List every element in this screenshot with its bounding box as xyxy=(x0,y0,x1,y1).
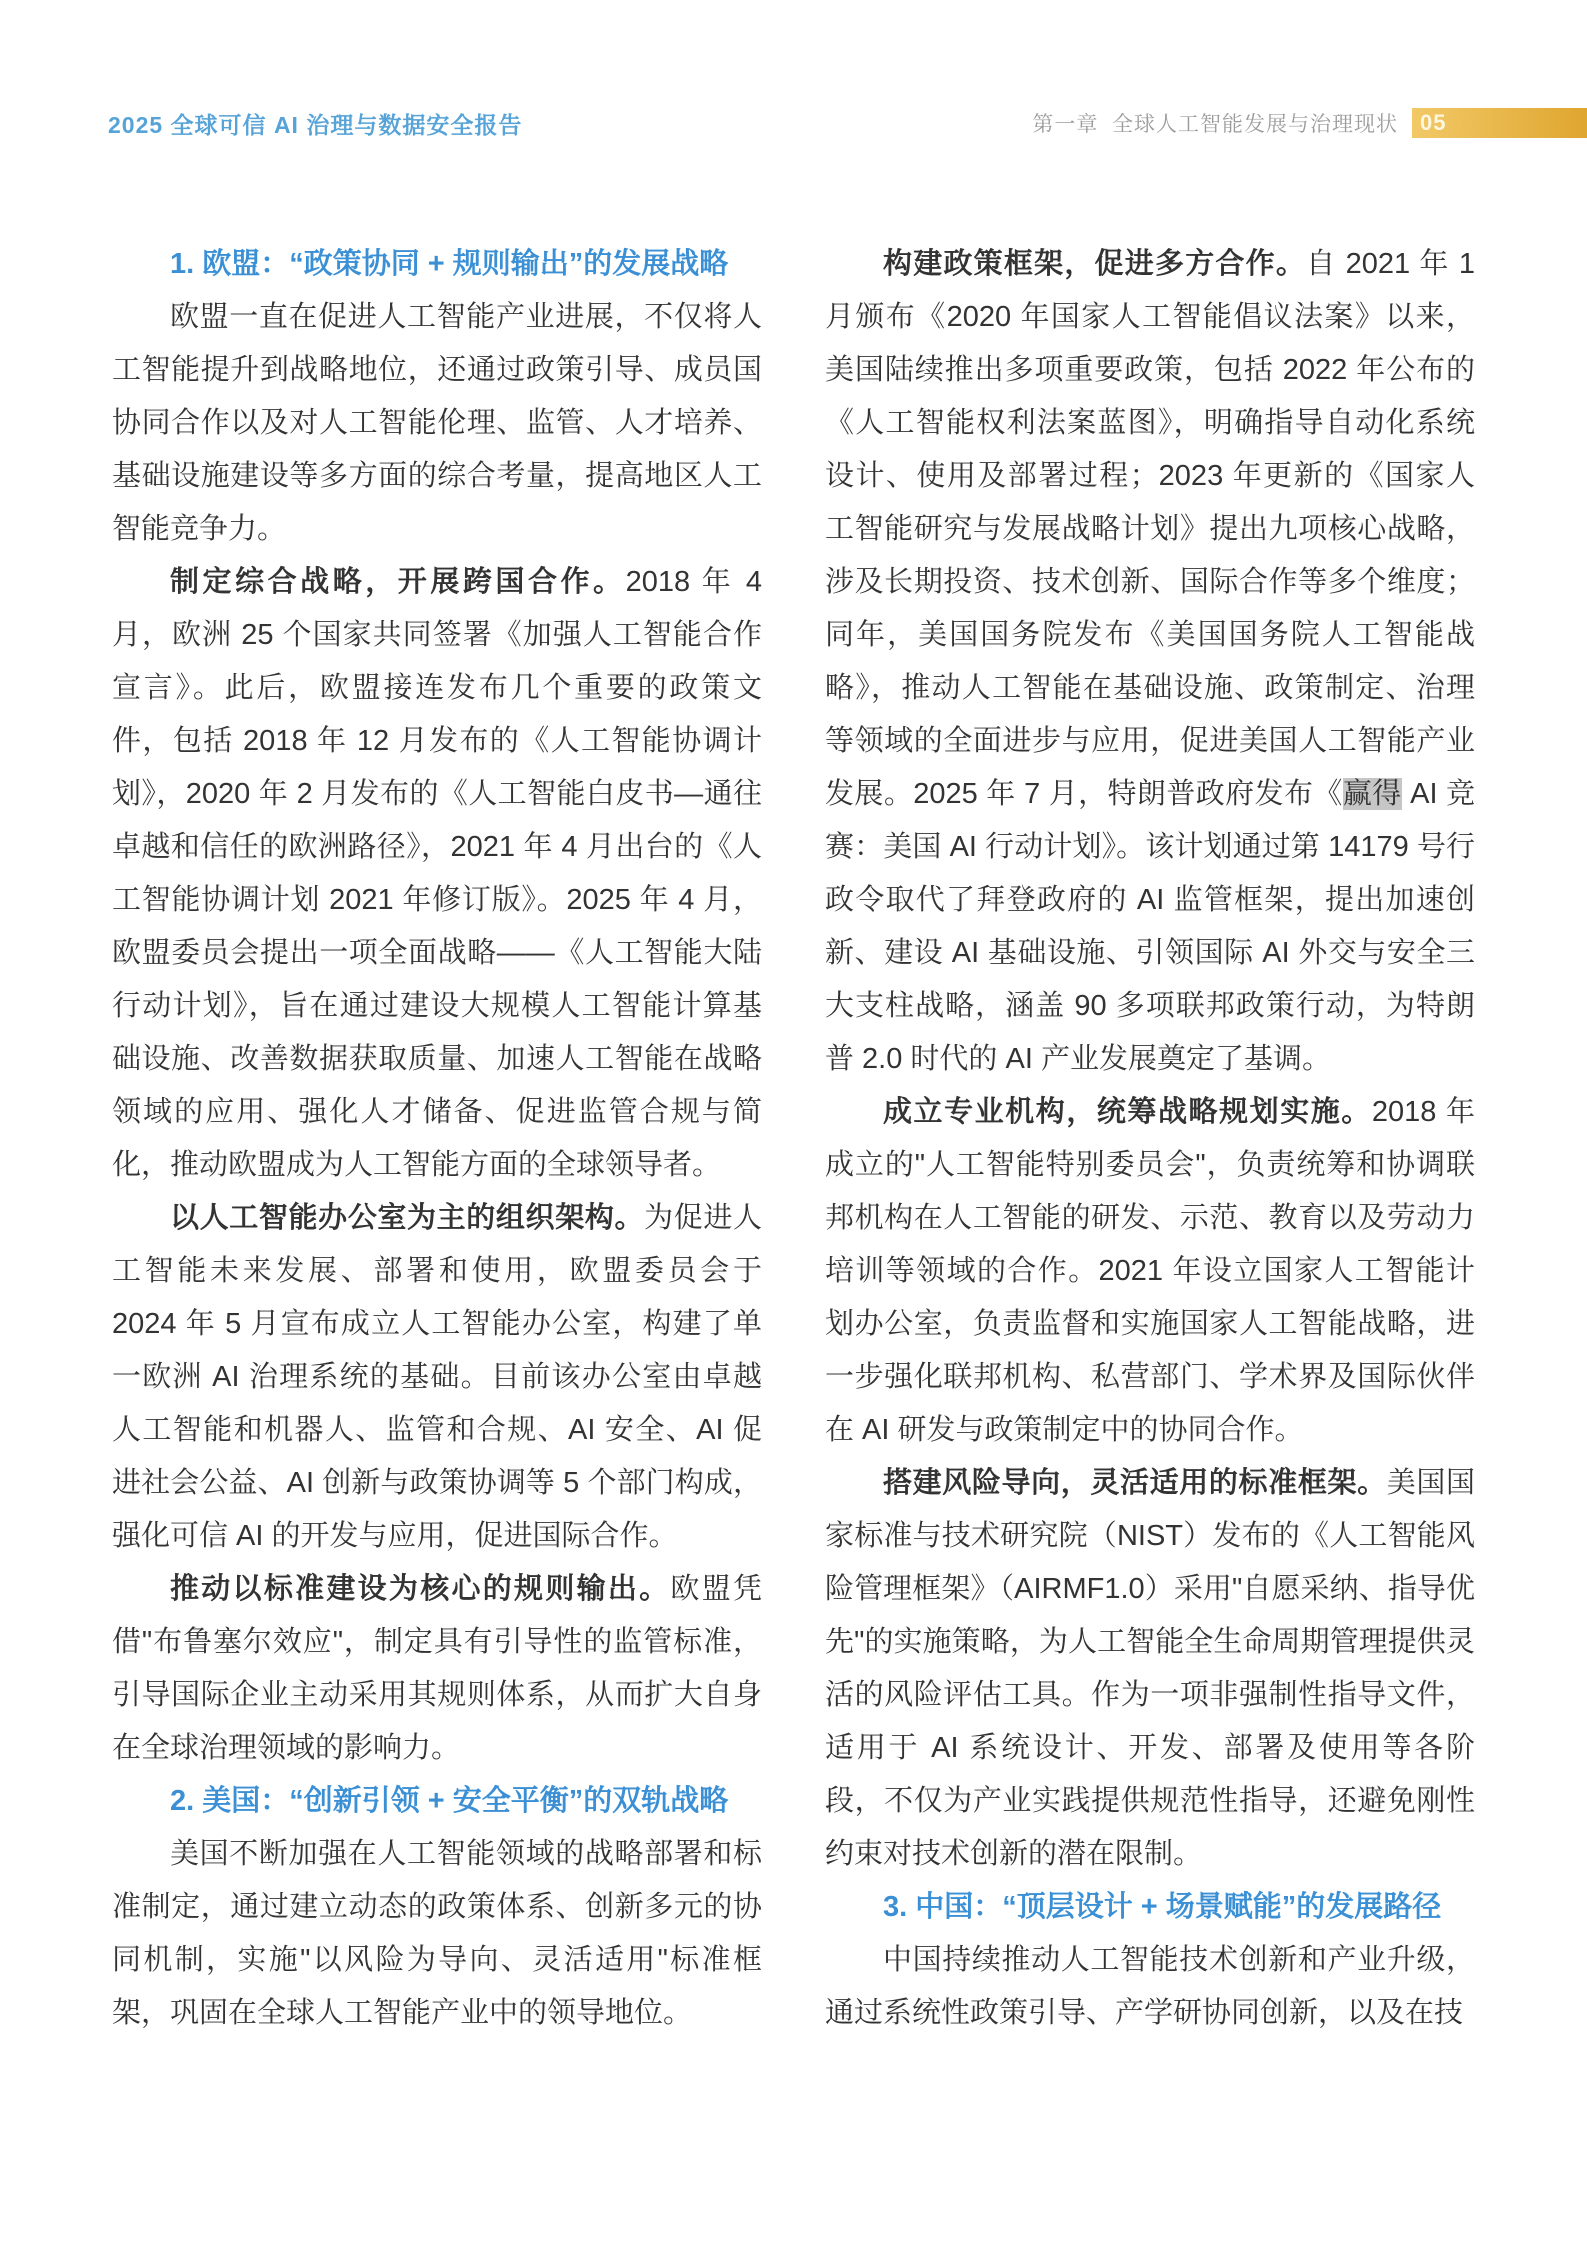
paragraph xyxy=(825,238,1475,1086)
paragraph-text: 欧盟一直在促进人工智能产业进展，不仅将人工智能提升到战略地位，还通过政策引导、成员国协同合作以及对人工智能伦理、监管、人才培养、基础设施建设等多方面的综合考量，提高地区人工智能竞争力。 xyxy=(112,301,762,545)
section-heading-china: 3. 中国：“顶层设计 + 场景赋能”的发展路径 xyxy=(883,1891,1442,1923)
paragraph-text: 欧盟凭借"布鲁塞尔效应"，制定具有引导性的监管标准，引导国际企业主动采用其规则体系，从而扩大自身在全球治理领域的影响力。 xyxy=(112,1573,762,1764)
header-right xyxy=(1032,108,1587,138)
section-heading-us: 2. 美国：“创新引领 + 安全平衡”的双轨战略 xyxy=(170,1785,729,1817)
paragraph xyxy=(112,291,762,556)
paragraph-lead: 以人工智能办公室为主的组织架构。 xyxy=(170,1202,645,1234)
paragraph xyxy=(825,1086,1475,1457)
page-header xyxy=(108,106,1587,140)
page-number-badge xyxy=(1412,108,1587,138)
right-column xyxy=(825,238,1475,2040)
paragraph-lead: 搭建风险导向，灵活适用的标准框架。 xyxy=(883,1467,1387,1499)
chapter-title: 第一章 全球人工智能发展与治理现状 xyxy=(1032,113,1398,136)
paragraph-lead: 推动以标准建设为核心的规则输出。 xyxy=(170,1573,671,1605)
paragraph-text: 自 2021 年 1 月颁布《2020 年国家人工智能倡议法案》以来，美国陆续推出多项重要政策，包括 2022 年公布的《人工智能权利法案蓝图》，明确指导自动化系统设计、使用及部署过程；2023 年更新的《国家人工智能研究与发展战略计划》提出九项核心战略，涉及长期投资、技术创新、国际合作等多个维度；同年，美国国务院发布《美国国务院人工智能战略》，推动人工智能在基础设施、政策制定、治理等领域的全面进步与应用，促进美国人工智能产业发展。2025 年 7 月，特朗普政府发布《 xyxy=(825,248,1475,810)
paragraph xyxy=(112,1828,762,2040)
paragraph-lead: 构建政策框架，促进多方合作。 xyxy=(883,248,1307,280)
page-content xyxy=(112,238,1475,2040)
paragraph-text: 美国国家标准与技术研究院（NIST）发布的《人工智能风险管理框架》（AIRMF1.0）采用"自愿采纳、指导优先"的实施策略，为人工智能全生命周期管理提供灵活的风险评估工具。作为一项非强制性指导文件，适用于 AI 系统设计、开发、部署及使用等各阶段，不仅为产业实践提供规范性指导，还避免刚性约束对技术创新的潜在限制。 xyxy=(825,1467,1475,1870)
paragraph xyxy=(825,1934,1475,2040)
left-column xyxy=(112,238,762,2040)
paragraph-text: 美国不断加强在人工智能领域的战略部署和标准制定，通过建立动态的政策体系、创新多元的协同机制，实施"以风险为导向、灵活适用"标准框架，巩固在全球人工智能产业中的领导地位。 xyxy=(112,1838,762,2029)
page-number: 05 xyxy=(1420,110,1447,135)
paragraph xyxy=(112,1192,762,1563)
paragraph-lead: 成立专业机构，统筹战略规划实施。 xyxy=(883,1096,1372,1128)
paragraph-text: AI 竞赛：美国 AI 行动计划》。该计划通过第 14179 号行政令取代了拜登政府的 AI 监管框架，提出加速创新、建设 AI 基础设施、引领国际 AI 外交与安全三大支柱战略，涵盖 90 多项联邦政策行动，为特朗普 2.0 时代的 AI 产业发展奠定了基调。 xyxy=(825,778,1475,1075)
paragraph xyxy=(112,1563,762,1775)
paragraph-text: 2018 年成立的"人工智能特别委员会"，负责统筹和协调联邦机构在人工智能的研发、示范、教育以及劳动力培训等领域的合作。2021 年设立国家人工智能计划办公室，负责监督和实施国家人工智能战略，进一步强化联邦机构、私营部门、学术界及国际伙伴在 AI 研发与政策制定中的协同合作。 xyxy=(825,1096,1475,1446)
paragraph-text: 中国持续推动人工智能技术创新和产业升级，通过系统性政策引导、产学研协同创新，以及在技 xyxy=(825,1944,1475,2029)
paragraph-text: 为促进人工智能未来发展、部署和使用，欧盟委员会于 2024 年 5 月宣布成立人工智能办公室，构建了单一欧洲 AI 治理系统的基础。目前该办公室由卓越人工智能和机器人、监管和合规、AI 安全、AI 促进社会公益、AI 创新与政策协调等 5 个部门构成，强化可信 AI 的开发与应用，促进国际合作。 xyxy=(112,1202,762,1552)
report-title: 2025 全球可信 AI 治理与数据安全报告 xyxy=(108,111,523,138)
paragraph xyxy=(825,1457,1475,1881)
paragraph-text: 2018 年 4 月，欧洲 25 个国家共同签署《加强人工智能合作宣言》。此后，欧盟接连发布几个重要的政策文件，包括 2018 年 12 月发布的《人工智能协调计划》，2020 年 2 月发布的《人工智能白皮书—通往卓越和信任的欧洲路径》，2021 年 4 月出台的《人工智能协调计划 2021 年修订版》。2025 年 4 月，欧盟委员会提出一项全面战略——《人工智能大陆行动计划》，旨在通过建设大规模人工智能计算基础设施、改善数据获取质量、加速人工智能在战略领域的应用、强化人才储备、促进监管合规与简化，推动欧盟成为人工智能方面的全球领导者。 xyxy=(112,566,762,1181)
highlighted-text: 赢得 xyxy=(1342,778,1402,810)
paragraph xyxy=(112,556,762,1192)
section-heading-eu: 1. 欧盟：“政策协同 + 规则输出”的发展战略 xyxy=(170,248,729,280)
paragraph-lead: 制定综合战略，开展跨国合作。 xyxy=(170,566,626,598)
